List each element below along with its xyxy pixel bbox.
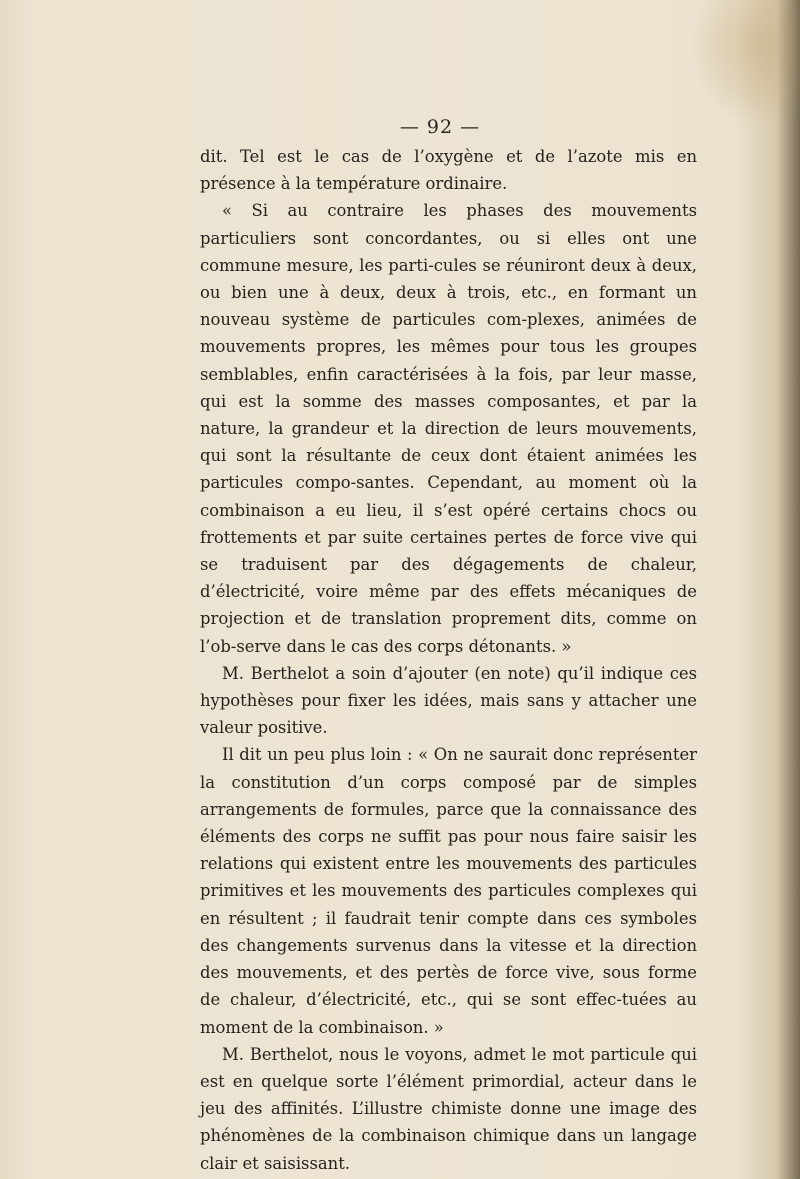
paragraph: M. Berthelot a soin d’ajouter (en note) qu’il indique ces hypothèses pour fixer les idées, mais sans y attacher une valeur positive. [200, 663, 697, 738]
paragraph: dit. Tel est le cas de l’oxygène et de l’azote mis en présence à la température ordinaire. [200, 147, 697, 194]
body-text [200, 143, 697, 1177]
paragraph: M. Berthelot, nous le voyons, admet le mot particule qui est en quelque sorte l’élément primordial, acteur dans le jeu des affinités. L’illustre chimiste donne une image des phénomènes de la combinaison chimique dans un langage clair et saisissant. [200, 1044, 697, 1173]
page-number: — 92 — [399, 116, 481, 138]
page-edge-shadow [778, 0, 800, 1179]
paragraph: « Si au contraire les phases des mouvements particuliers sont concordantes, ou si elles ont une commune mesure, les parti-cules se réuniront deux à deux, ou bien une à deux, deux à trois, etc., en formant un nouveau système de particules com-plexes, animées de mouvements propres, les mêmes pour tous les groupes semblables, enfin caractérisées à la fois, par leur masse, qui est la somme des masses composantes, et par la nature, la grandeur et la direction de leurs mouvements, qui sont la résultante de ceux dont étaient animées les particules compo-santes. Cependant, au moment où la combinaison a eu lieu, il s’est opéré certains chocs ou frottements et par suite certaines pertes de force vive qui se traduisent par des dégagements de chaleur, d’électricité, voire même par des effets mécaniques de projection et de translation proprement dits, comme on l’ob-serve dans le cas des corps détonants. » [200, 201, 697, 656]
paragraph: Il dit un peu plus loin : « On ne saurait donc représenter la constitution d’un corps composé par de simples arrangements de formules, parce que la connaissance des éléments des corps ne suffit pas pour nous faire saisir les relations qui existent entre les mouvements des particules primitives et les mouvements des particules complexes qui en résultent ; il faudrait tenir compte dans ces symboles des changements survenus dans la vitesse et la direction des mouvements, et des pertès de force vive, sous forme de chaleur, d’électricité, etc., qui se sont effec-tuées au moment de la combinaison. » [200, 745, 697, 1037]
